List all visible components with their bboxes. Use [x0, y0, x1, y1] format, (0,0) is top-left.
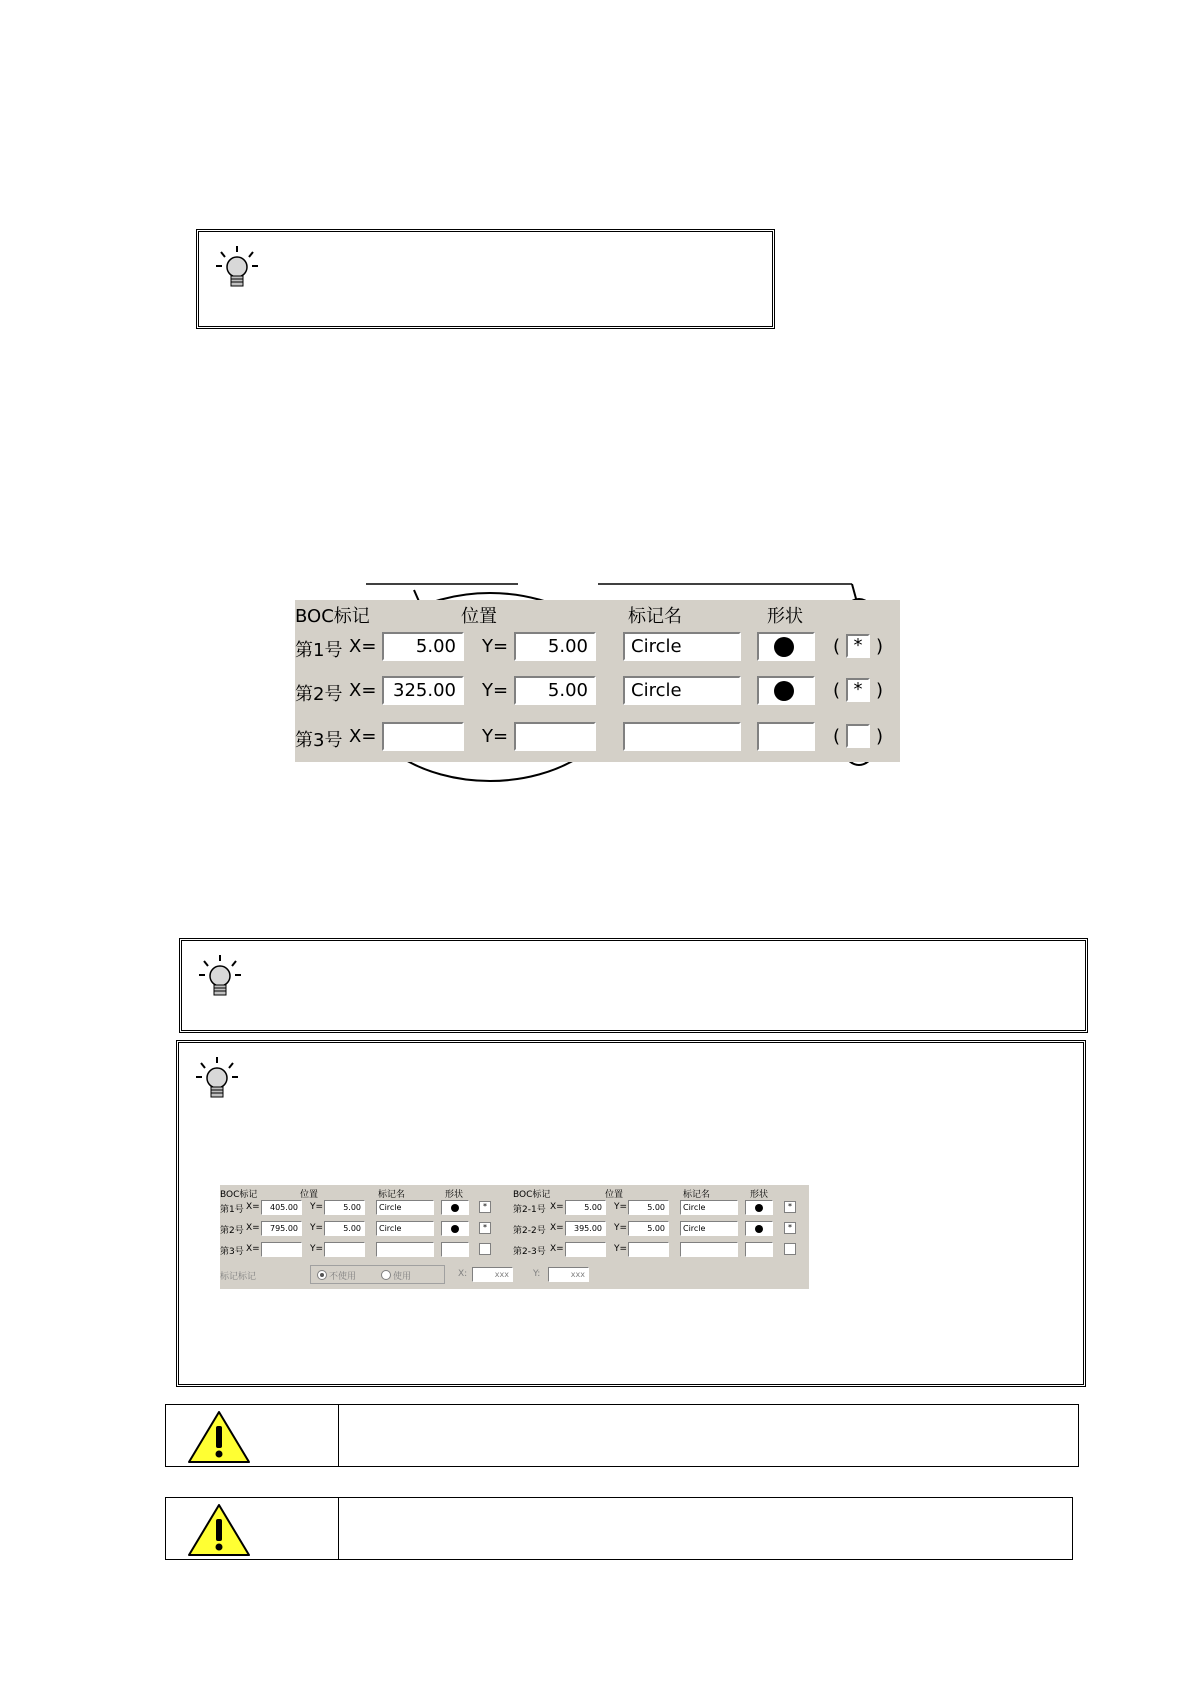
row-1-name-input[interactable]: Circle: [623, 632, 741, 661]
row-2-paren-open: (: [833, 680, 841, 701]
row-2-x-input[interactable]: 325.00: [382, 676, 464, 705]
row-2-checkbox[interactable]: *: [846, 678, 870, 702]
left-header-boc: BOC标记: [220, 1190, 258, 1200]
radio-used-label: 使用: [393, 1272, 412, 1282]
warning-triangle-icon: [186, 1502, 252, 1558]
row-3-shape-field[interactable]: [757, 722, 815, 751]
left-row-2-x-input[interactable]: 795.00: [261, 1221, 302, 1236]
left-row-2-name-input[interactable]: Circle: [376, 1221, 434, 1236]
tip-box-2: [179, 938, 1088, 1033]
left-row-1-shape-field[interactable]: [441, 1200, 469, 1215]
boc-mark-panel-small: [220, 1185, 809, 1289]
right-row-1-y-label: Y=: [614, 1202, 628, 1212]
right-row-1-x-input[interactable]: 5.00: [565, 1200, 606, 1215]
left-row-1-y-input[interactable]: 5.00: [324, 1200, 365, 1215]
left-row-3-y-input[interactable]: [324, 1242, 365, 1257]
row-3-y-label: Y=: [482, 726, 509, 747]
left-row-2-x-label: X=: [246, 1223, 260, 1233]
left-row-3-label: 第3号: [220, 1247, 244, 1257]
row-1-x-label: X=: [349, 636, 377, 657]
filled-circle-icon: [451, 1225, 459, 1233]
right-row-2-label: 第2-2号: [513, 1226, 546, 1236]
footer-label: 标记标记: [220, 1272, 257, 1282]
left-row-3-shape-field[interactable]: [441, 1242, 469, 1257]
left-row-2-checkbox[interactable]: *: [479, 1222, 491, 1234]
warning-separator: [338, 1405, 339, 1466]
left-row-1-name-input[interactable]: Circle: [376, 1200, 434, 1215]
left-row-3-checkbox[interactable]: [479, 1243, 491, 1255]
row-2-y-label: Y=: [482, 680, 509, 701]
footer-x-label: X:: [458, 1269, 468, 1279]
row-1-paren-open: (: [833, 636, 841, 657]
left-row-3-y-label: Y=: [310, 1244, 324, 1254]
right-row-2-y-input[interactable]: 5.00: [628, 1221, 669, 1236]
left-row-1-label: 第1号: [220, 1205, 244, 1215]
row-3-paren-open: (: [833, 726, 841, 747]
footer-y-label: Y:: [533, 1269, 541, 1279]
right-row-2-x-input[interactable]: 395.00: [565, 1221, 606, 1236]
usage-radio-group: [310, 1265, 445, 1284]
lightbulb-icon: [213, 244, 261, 292]
filled-circle-icon: [755, 1225, 763, 1233]
radio-unused[interactable]: [317, 1270, 327, 1280]
row-3-paren-close: ): [876, 726, 884, 747]
header-position: 位置: [461, 606, 497, 627]
right-row-3-checkbox[interactable]: [784, 1243, 796, 1255]
left-row-2-label: 第2号: [220, 1226, 244, 1236]
warning-box-1: [165, 1404, 1079, 1467]
right-row-2-x-label: X=: [550, 1223, 564, 1233]
left-row-3-name-input[interactable]: [376, 1242, 434, 1257]
right-row-3-shape-field[interactable]: [745, 1242, 773, 1257]
right-header-boc: BOC标记: [513, 1190, 551, 1200]
left-header-name: 标记名: [378, 1190, 406, 1200]
row-1-y-label: Y=: [482, 636, 509, 657]
row-2-shape-field[interactable]: [757, 676, 815, 705]
right-row-2-name-input[interactable]: Circle: [680, 1221, 738, 1236]
row-1-paren-close: ): [876, 636, 884, 657]
lightbulb-icon: [196, 953, 244, 1001]
left-row-2-y-input[interactable]: 5.00: [324, 1221, 365, 1236]
left-row-3-x-input[interactable]: [261, 1242, 302, 1257]
filled-circle-icon: [451, 1204, 459, 1212]
left-row-2-y-label: Y=: [310, 1223, 324, 1233]
left-row-1-x-input[interactable]: 405.00: [261, 1200, 302, 1215]
footer-y-input[interactable]: xxx: [548, 1267, 589, 1282]
right-row-1-checkbox[interactable]: *: [784, 1201, 796, 1213]
row-3-label: 第3号: [295, 730, 343, 751]
right-header-shape: 形状: [750, 1190, 769, 1200]
row-1-checkbox[interactable]: *: [846, 634, 870, 658]
filled-circle-icon: [774, 637, 794, 657]
header-shape: 形状: [767, 606, 803, 627]
right-row-2-shape-field[interactable]: [745, 1221, 773, 1236]
header-mark-name: 标记名: [628, 606, 682, 627]
row-3-y-input[interactable]: [514, 722, 596, 751]
row-1-x-input[interactable]: 5.00: [382, 632, 464, 661]
warning-box-2: [165, 1497, 1073, 1560]
warning-separator: [338, 1498, 339, 1559]
right-row-3-name-input[interactable]: [680, 1242, 738, 1257]
radio-unused-label: 不使用: [329, 1272, 357, 1282]
row-3-checkbox[interactable]: [846, 724, 870, 748]
row-1-shape-field[interactable]: [757, 632, 815, 661]
left-header-shape: 形状: [445, 1190, 464, 1200]
row-2-y-input[interactable]: 5.00: [514, 676, 596, 705]
warning-triangle-icon: [186, 1409, 252, 1465]
row-2-name-input[interactable]: Circle: [623, 676, 741, 705]
row-3-x-label: X=: [349, 726, 377, 747]
right-row-1-name-input[interactable]: Circle: [680, 1200, 738, 1215]
right-row-1-x-label: X=: [550, 1202, 564, 1212]
row-1-y-input[interactable]: 5.00: [514, 632, 596, 661]
right-row-2-checkbox[interactable]: *: [784, 1222, 796, 1234]
header-boc: BOC标记: [295, 606, 370, 627]
row-1-label: 第1号: [295, 640, 343, 661]
row-2-x-label: X=: [349, 680, 377, 701]
radio-used[interactable]: [381, 1270, 391, 1280]
boc-mark-panel: [295, 600, 900, 762]
filled-circle-icon: [774, 681, 794, 701]
left-row-1-checkbox[interactable]: *: [479, 1201, 491, 1213]
right-row-3-y-input[interactable]: [628, 1242, 669, 1257]
right-row-1-label: 第2-1号: [513, 1205, 546, 1215]
left-row-1-y-label: Y=: [310, 1202, 324, 1212]
right-row-1-shape-field[interactable]: [745, 1200, 773, 1215]
right-row-3-x-input[interactable]: [565, 1242, 606, 1257]
right-header-name: 标记名: [683, 1190, 711, 1200]
footer-x-input[interactable]: xxx: [472, 1267, 513, 1282]
filled-circle-icon: [755, 1204, 763, 1212]
left-row-2-shape-field[interactable]: [441, 1221, 469, 1236]
row-2-label: 第2号: [295, 684, 343, 705]
right-row-2-y-label: Y=: [614, 1223, 628, 1233]
tip-box-1: [196, 229, 775, 329]
left-row-1-x-label: X=: [246, 1202, 260, 1212]
right-row-3-y-label: Y=: [614, 1244, 628, 1254]
right-row-3-x-label: X=: [550, 1244, 564, 1254]
row-2-paren-close: ): [876, 680, 884, 701]
row-3-x-input[interactable]: [382, 722, 464, 751]
row-3-name-input[interactable]: [623, 722, 741, 751]
right-header-position: 位置: [605, 1190, 624, 1200]
left-header-position: 位置: [300, 1190, 319, 1200]
left-row-3-x-label: X=: [246, 1244, 260, 1254]
right-row-3-label: 第2-3号: [513, 1247, 546, 1257]
lightbulb-icon: [193, 1055, 241, 1103]
right-row-1-y-input[interactable]: 5.00: [628, 1200, 669, 1215]
